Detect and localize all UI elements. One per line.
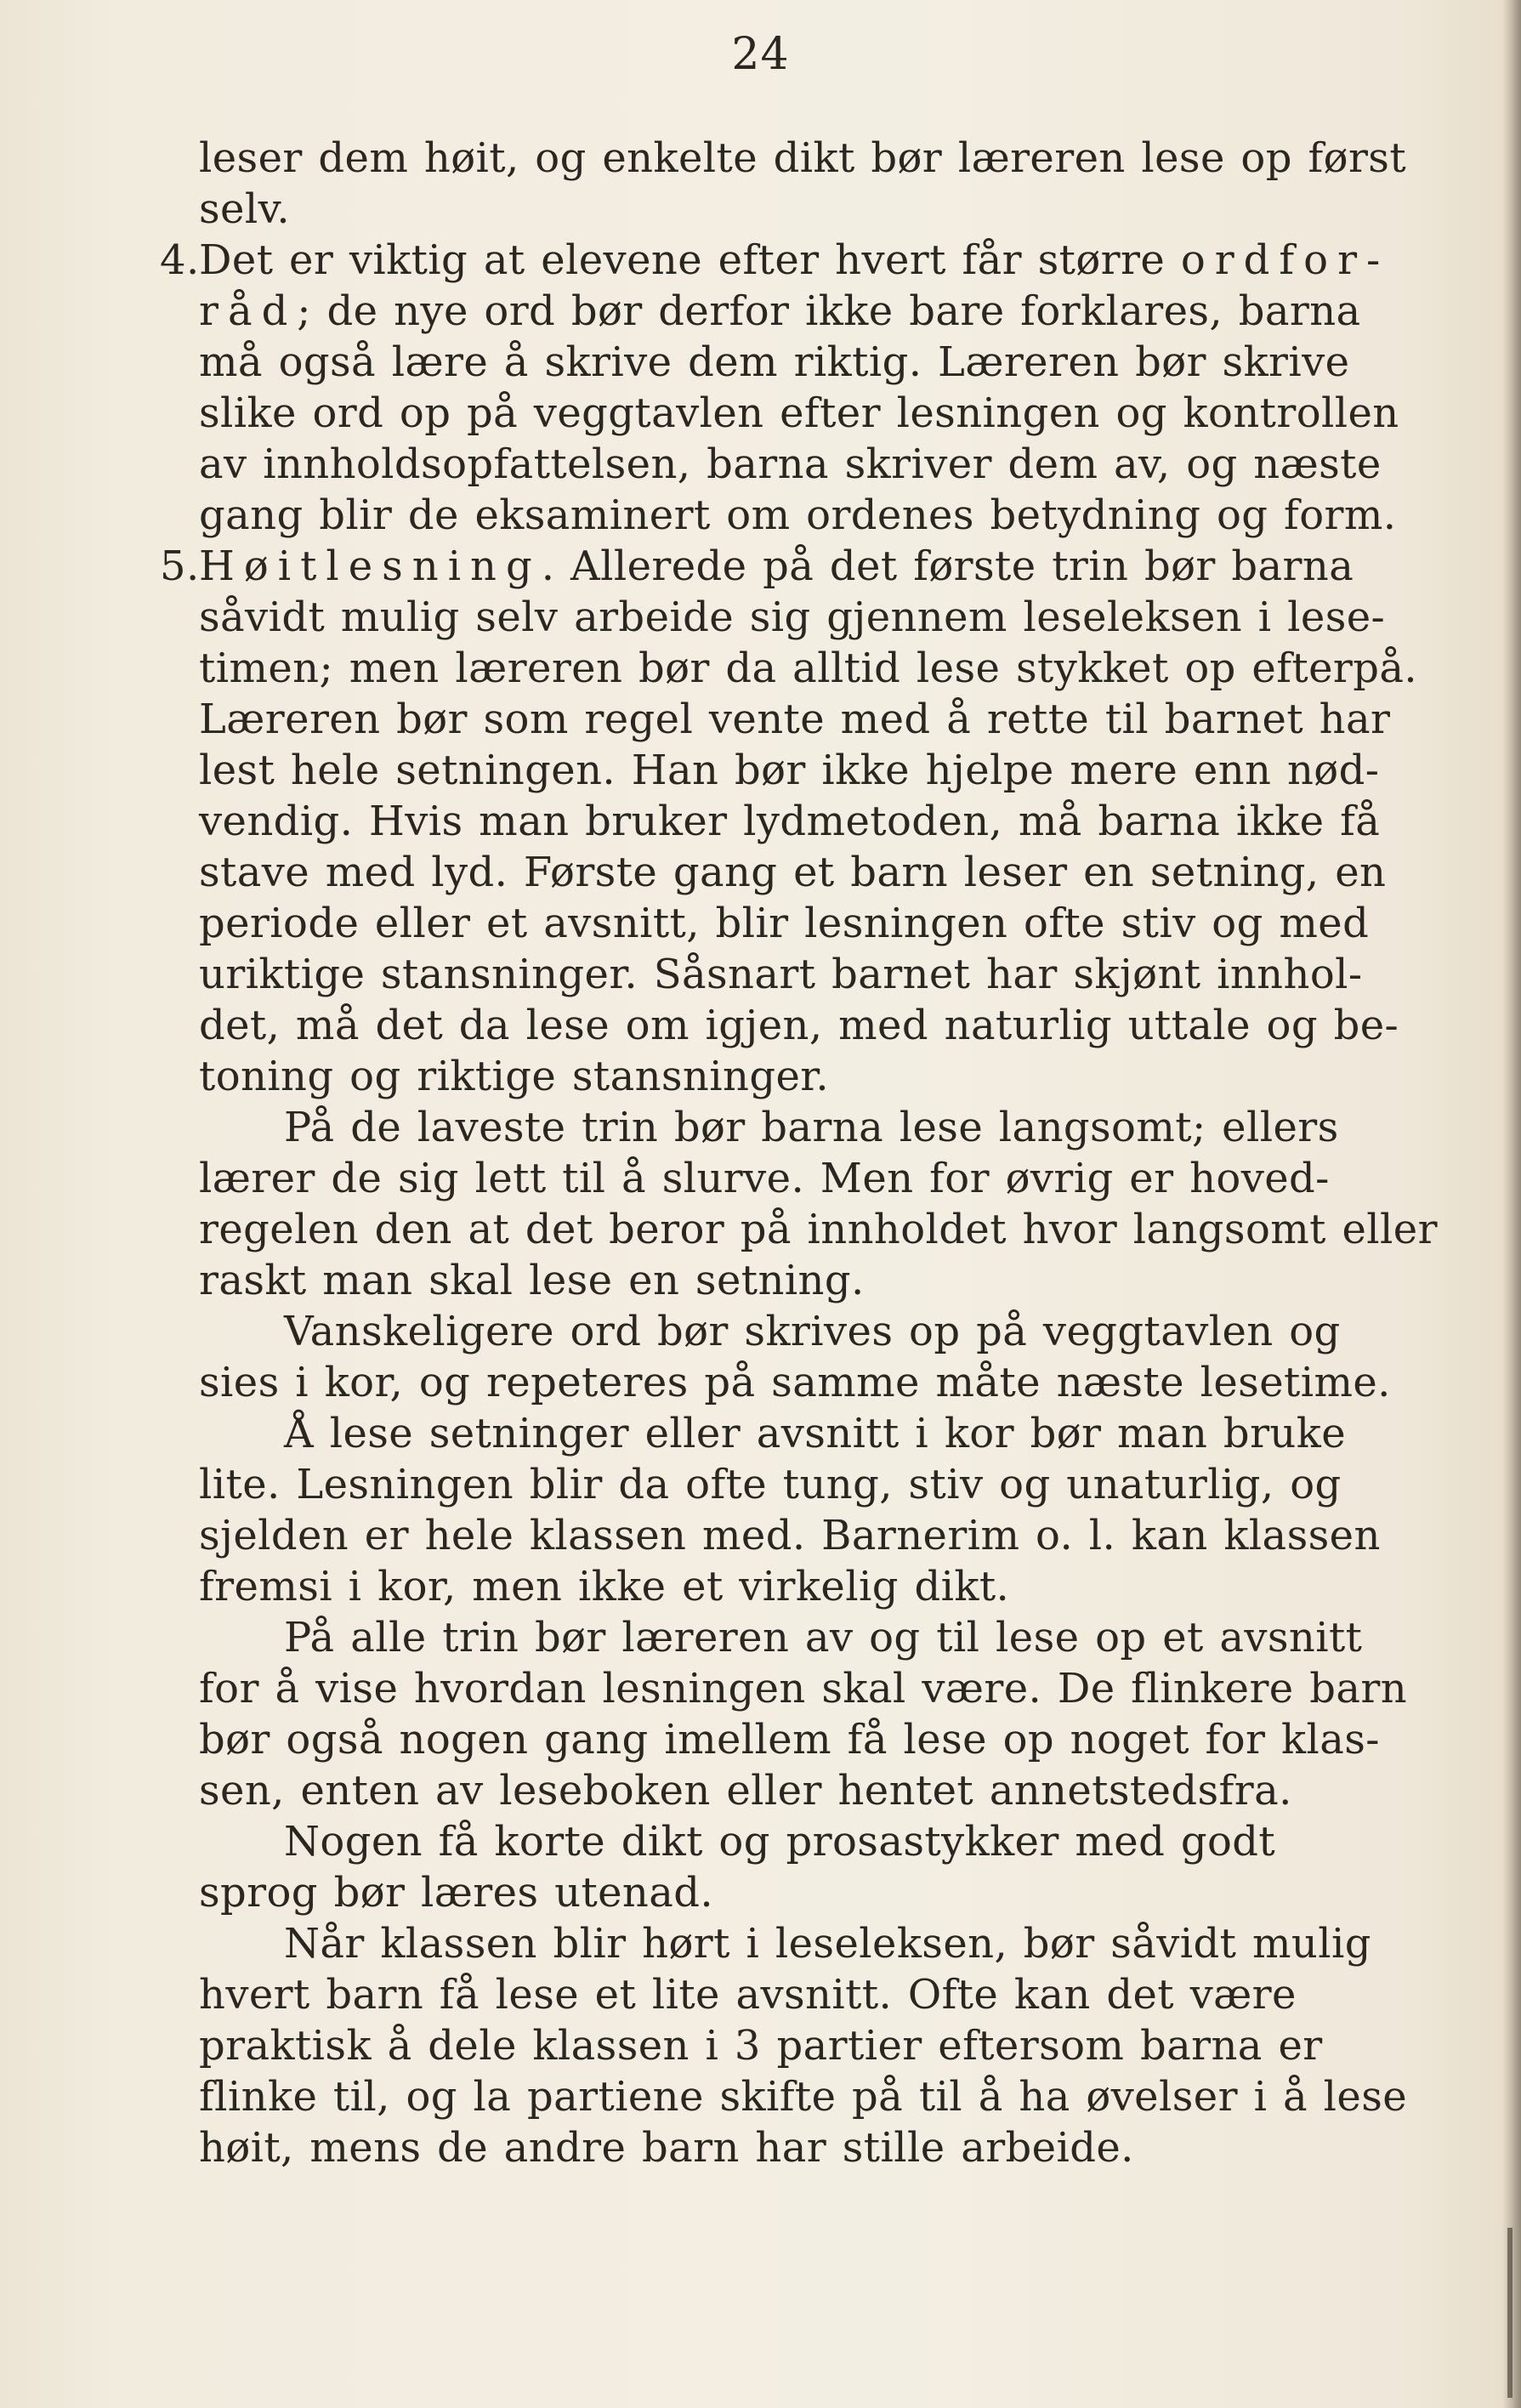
paragraph-start: Vanskeligere ord bør skrives op på veggtavlen og (284, 1308, 1341, 1355)
text-line: gang blir de eksaminert om ordenes betydning og form. (199, 491, 1397, 539)
text-line: av innholdsopfattelsen, barna skriver dem av, og næste (199, 440, 1382, 488)
text-line: bør også nogen gang imellem få lese op noget for klas- (199, 1716, 1380, 1763)
text-line: lite. Lesningen blir da ofte tung, stiv og unaturlig, og (199, 1461, 1342, 1508)
text-line: praktisk å dele klassen i 3 partier eftersom barna er (199, 2022, 1323, 2070)
text-line: stave med lyd. Første gang et barn leser en setning, en (199, 849, 1387, 896)
text-line: sprog bør læres utenad. (199, 1869, 714, 1917)
text-line: sjelden er hele klassen med. Barnerim o. l. kan klassen (199, 1512, 1381, 1559)
text-line: hvert barn få lese et lite avsnitt. Ofte kan det være (199, 1971, 1297, 2019)
list-number: 5. (160, 542, 200, 590)
text-line: lærer de sig lett til å slurve. Men for øvrig er hoved- (199, 1155, 1330, 1202)
paragraph-start: På alle trin bør læreren av og til lese op et avsnitt (284, 1614, 1363, 1661)
text-line: toning og riktige stansninger. (199, 1053, 829, 1100)
text-line: sies i kor, og repeteres på samme måte næste lesetime. (199, 1359, 1391, 1406)
text-line: såvidt mulig selv arbeide sig gjennem leseleksen i lese- (199, 593, 1386, 641)
paragraph-start: Å lese setninger eller avsnitt i kor bør man bruke (284, 1410, 1347, 1457)
text-line: timen; men læreren bør da alltid lese stykket op efterpå. (199, 645, 1418, 692)
text-line: uriktige stansninger. Såsnart barnet har skjønt innhol- (199, 951, 1363, 998)
list-item-5 (160, 541, 1430, 592)
text-line: Det er viktig at elevene efter hvert får større ordfor- (199, 236, 1390, 284)
text-line: lest hele setningen. Han bør ikke hjelpe mere enn nød- (199, 747, 1380, 794)
text-line: flinke til, og la partiene skifte på til å ha øvelser i å lese (199, 2073, 1408, 2121)
paragraph-start: Nogen få korte dikt og prosastykker med godt (284, 1818, 1276, 1866)
text-line: råd; de nye ord bør derfor ikke bare forklares, barna (199, 287, 1361, 335)
spaced-emphasis: råd (199, 287, 298, 335)
text-line: periode eller et avsnitt, blir lesningen ofte stiv og med (199, 900, 1370, 947)
text-line: høit, mens de andre barn har stille arbeide. (199, 2124, 1134, 2172)
text-line: Læreren bør som regel vente med å rette til barnet har (199, 696, 1391, 743)
text-line: selv. (199, 185, 291, 233)
page-number: 24 (731, 29, 790, 80)
text-line: regelen den at det beror på innholdet hvor langsomt eller (199, 1206, 1438, 1253)
text-line: vendig. Hvis man bruker lydmetoden, må barna ikke få (199, 798, 1381, 845)
text-line: fremsi i kor, men ikke et virkelig dikt. (199, 1563, 1010, 1610)
page-edge-mark (1507, 2228, 1512, 2398)
paragraph-start: Når klassen blir hørt i leseleksen, bør såvidt mulig (284, 1920, 1371, 1968)
text-line: leser dem høit, og enkelte dikt bør læreren lese op først (199, 134, 1407, 182)
page-edge-shadow (1502, 0, 1521, 2408)
list-number: 4. (160, 236, 200, 284)
text-line: raskt man skal lese en setning. (199, 1257, 865, 1304)
text-line: sen, enten av leseboken eller hentet annetstedsfra. (199, 1767, 1292, 1815)
body-text (160, 133, 1438, 2173)
text-line: må også lære å skrive dem riktig. Læreren bør skrive (199, 338, 1350, 386)
text-line: slike ord op på veggtavlen efter lesningen og kontrollen (199, 389, 1399, 437)
text-line: for å vise hvordan lesningen skal være. De flinkere barn (199, 1665, 1408, 1712)
text-line: det, må det da lese om igjen, med naturlig uttale og be- (199, 1002, 1399, 1049)
spaced-emphasis: ordfor- (1180, 236, 1390, 284)
text-line: Høitlesning. Allerede på det første trin bør barna (199, 542, 1354, 590)
list-item-4 (160, 235, 1430, 286)
spaced-emphasis: Høitlesning (199, 542, 542, 590)
paragraph-start: På de laveste trin bør barna lese langsomt; ellers (284, 1104, 1339, 1151)
